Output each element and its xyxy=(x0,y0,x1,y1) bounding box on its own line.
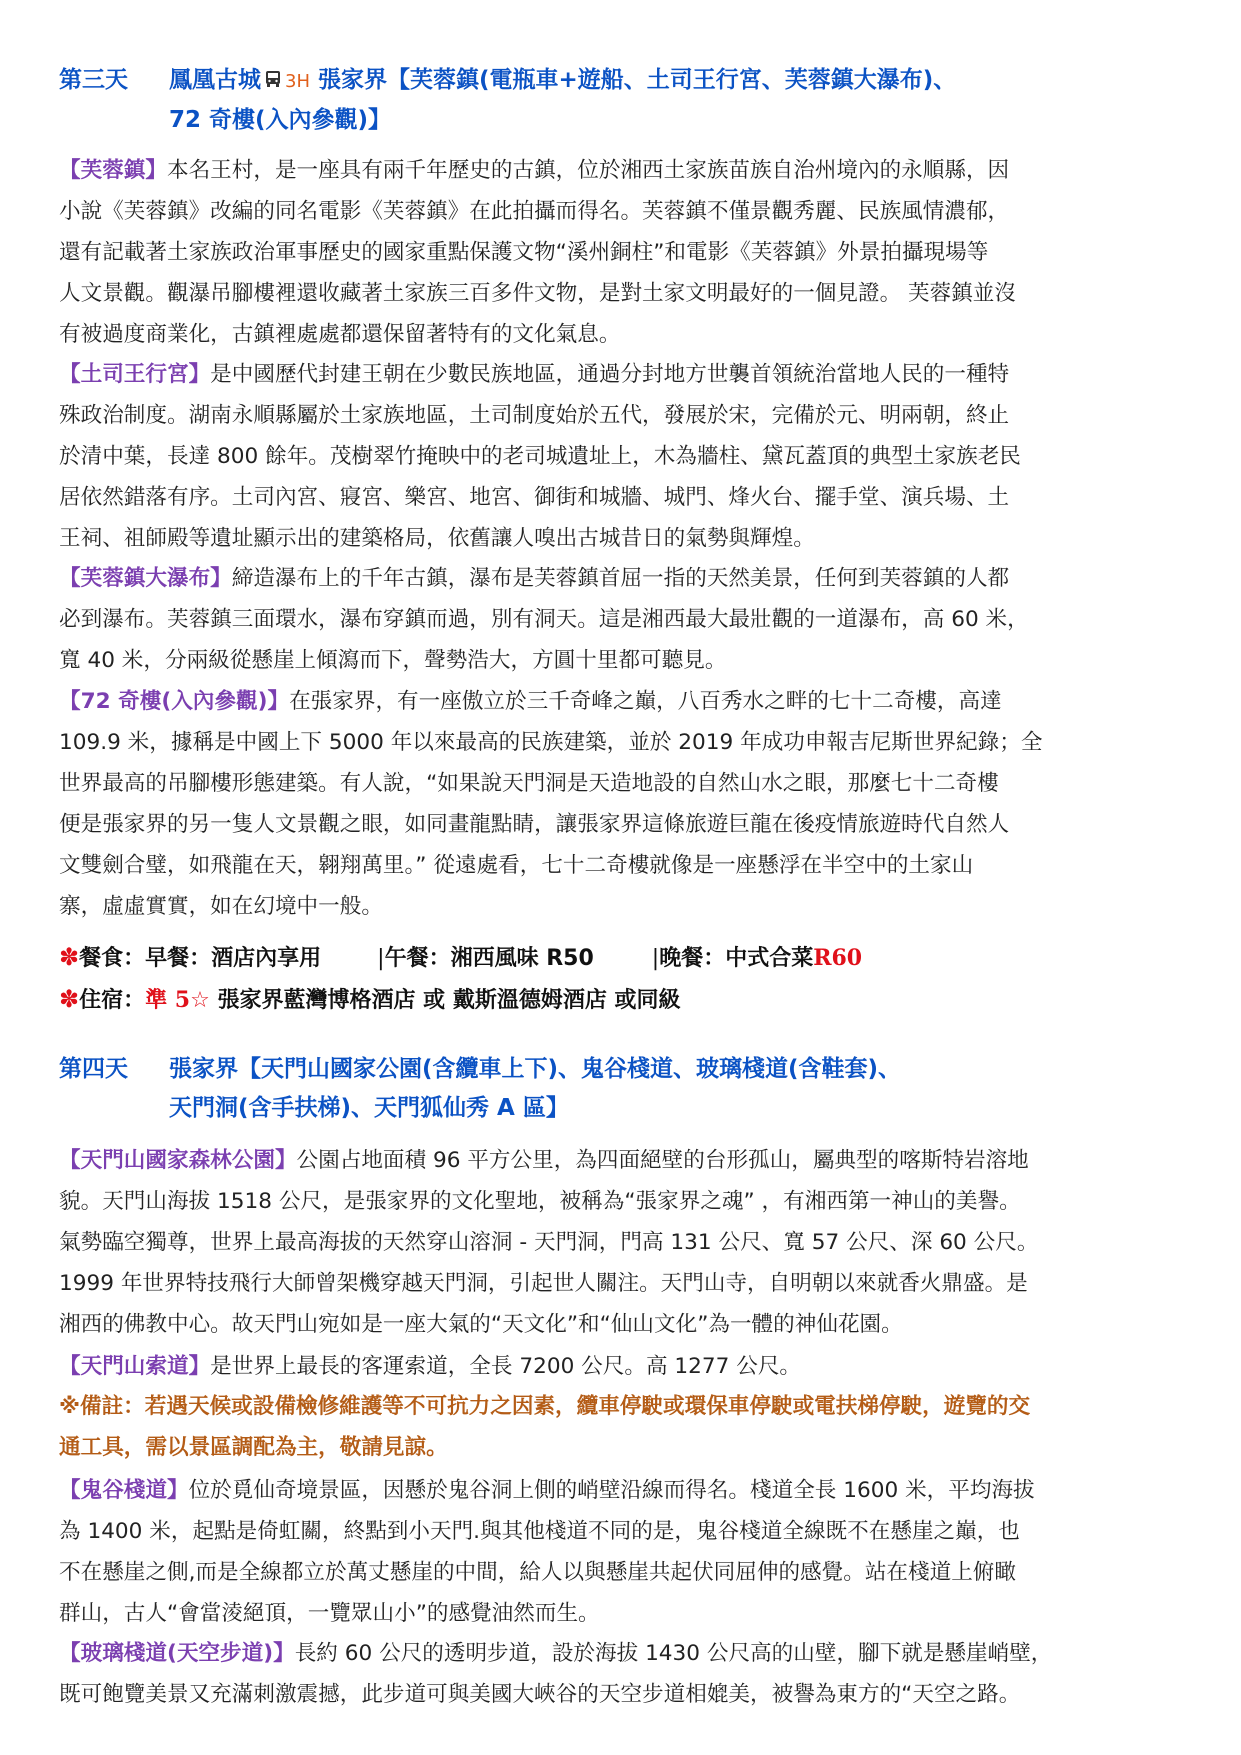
bus-icon xyxy=(263,61,283,100)
waterfall-section xyxy=(59,558,1189,681)
tianmen-line: 公園占地面積 96 平方公里，為四面絕壁的台形孤山，屬典型的喀斯特岩溶地 xyxy=(296,1148,1029,1173)
tusi-line: 王祠、祖師殿等遺址顯示出的建築格局，依舊讓人嗅出古城昔日的氣勢與輝煌。 xyxy=(59,526,815,551)
meals-row xyxy=(59,937,862,979)
day3-heading xyxy=(59,61,956,140)
tusi-line: 殊政治制度。湖南永順縣屬於土家族地區，土司制度始於五代，發展於宋，完備於元、明兩朝，終止 xyxy=(59,403,1010,428)
guigu-title: 【鬼谷棧道】 xyxy=(59,1478,189,1503)
tusi-title: 【土司王行宮】 xyxy=(59,362,211,387)
furong-line: 本名王村，是一座具有兩千年歷史的古鎮，位於湘西土家族苗族自治州境內的永順縣，因 xyxy=(166,158,1010,183)
glass-section xyxy=(59,1633,1189,1715)
tianmen-line: 貌。天門山海拔 1518 公尺，是張家界的文化聖地，被稱為“張家界之魂” ，有湘西第一神山的美譽。 xyxy=(59,1189,1021,1214)
day4-route: 張家界【天門山國家公園(含纜車上下)、鬼谷棧道、玻璃棧道(含鞋套)、 xyxy=(169,1056,902,1082)
tianmen-section xyxy=(59,1140,1189,1345)
meals-breakfast: 早餐：酒店內享用 xyxy=(145,946,322,971)
glass-line: 長約 60 公尺的透明步道，設於海拔 1430 公尺高的山壁，腳下就是懸崖峭壁， xyxy=(294,1641,1053,1666)
waterfall-line: 寬 40 米，分兩級從懸崖上傾瀉而下，聲勢浩大，方圓十里都可聽見。 xyxy=(59,648,727,673)
meals-dinner: 晚餐：中式合菜 xyxy=(659,946,814,971)
meals-label: 餐食： xyxy=(79,946,146,971)
furong-line: 還有記載著土家族政治軍事歷史的國家重點保護文物“溪州銅柱”和電影《芙蓉鎮》外景拍攝現場等 xyxy=(59,240,989,265)
day3-route-dest: 張家界【芙蓉鎮(電瓶車+遊船、土司王行宮、芙蓉鎮大瀑布)、 xyxy=(318,67,957,93)
notice-line: 通工具，需以景區調配為主，敬請見諒。 xyxy=(59,1435,448,1460)
day3-route-line2: 72 奇樓(入內參觀)】 xyxy=(169,107,392,133)
qilou-line: 文雙劍合璧，如飛龍在天，翱翔萬里。” 從遠處看，七十二奇樓就像是一座懸浮在半空中的土家山 xyxy=(59,853,974,878)
guigu-section xyxy=(59,1470,1189,1634)
furong-line: 小說《芙蓉鎮》改編的同名電影《芙蓉鎮》在此拍攝而得名。芙蓉鎮不僅景觀秀麗、民族風情濃郁， xyxy=(59,199,1010,224)
qilou-title: 【72 奇樓(入內參觀)】 xyxy=(59,689,290,714)
glass-title: 【玻璃棧道(天空步道)】 xyxy=(59,1641,295,1666)
tusi-line: 居依然錯落有序。土司內宮、寢宮、樂宮、地宮、御街和城牆、城門、烽火台、擺手堂、演兵場、土 xyxy=(59,485,1010,510)
waterfall-line: 締造瀑布上的千年古鎮，瀑布是芙蓉鎮首屈一指的天然美景，任何到芙蓉鎮的人都 xyxy=(231,566,1010,591)
day4-route-line2: 天門洞(含手扶梯)、天門狐仙秀 A 區】 xyxy=(169,1095,569,1121)
furong-line: 人文景觀。觀瀑吊腳樓裡還收藏著土家族三百多件文物，是對土家文明最好的一個見證。 芙蓉鎮並沒 xyxy=(59,281,1016,306)
guigu-line: 位於覓仙奇境景區，因懸於鬼谷洞上側的峭壁沿線而得名。棧道全長 1600 米，平均海拔 xyxy=(188,1478,1035,1503)
day3-route-start: 鳳凰古城 xyxy=(169,67,261,93)
meals-lunch: 午餐：湘西風味 R50 xyxy=(384,946,594,971)
qilou-line: 在張家界，有一座傲立於三千奇峰之巔，八百秀水之畔的七十二奇樓，高達 xyxy=(289,689,1002,714)
furong-line: 有被過度商業化，古鎮裡處處都還保留著特有的文化氣息。 xyxy=(59,322,621,347)
ropeway-section xyxy=(59,1346,1189,1387)
lodging-row xyxy=(59,979,680,1021)
notice-section xyxy=(59,1386,1189,1468)
day3-label: 第三天 xyxy=(59,67,128,93)
tianmen-title: 【天門山國家森林公園】 xyxy=(59,1148,297,1173)
tusi-line: 於清中葉，長達 800 餘年。茂樹翠竹掩映中的老司城遺址上，木為牆柱、黛瓦蓋頂的典型土家族老民 xyxy=(59,444,1021,469)
meals-separator: | xyxy=(377,946,385,971)
qilou-line: 寨，虛虛實實，如在幻境中一般。 xyxy=(59,894,383,919)
lodging-label: 住宿： xyxy=(79,988,146,1013)
qilou-line: 世界最高的吊腳樓形態建築。有人說，“如果說天門洞是天造地設的自然山水之眼，那麼七十二奇樓 xyxy=(59,771,999,796)
waterfall-title: 【芙蓉鎮大瀑布】 xyxy=(59,566,232,591)
flower-icon: ✽ xyxy=(59,985,80,1013)
guigu-line: 不在懸崖之側,而是全線都立於萬丈懸崖的中間，給人以與懸崖共起伏同屈伸的感覺。站在棧道上俯瞰 xyxy=(59,1560,1016,1585)
lodging-grade: 準 5 xyxy=(145,987,191,1013)
meals-separator: | xyxy=(651,946,660,971)
tianmen-line: 氣勢臨空獨尊，世界上最高海拔的天然穿山溶洞 - 天門洞，門高 131 公尺、寬 57 公尺、深 60 公尺。 xyxy=(59,1230,1039,1255)
qilou-line: 109.9 米，據稱是中國上下 5000 年以來最高的民族建築，並於 2019 年成功申報吉尼斯世界紀錄；全 xyxy=(59,730,1043,755)
day4-label: 第四天 xyxy=(59,1056,128,1082)
travel-hours: 3H xyxy=(285,71,310,92)
flower-icon: ✽ xyxy=(59,943,80,971)
tianmen-line: 湘西的佛教中心。故天門山宛如是一座大氣的“天文化”和“仙山文化”為一體的神仙花園。 xyxy=(59,1312,903,1337)
day4-heading xyxy=(59,1050,901,1128)
qilou-section xyxy=(59,681,1189,927)
tianmen-line: 1999 年世界特技飛行大師曾架機穿越天門洞，引起世人關注。天門山寺，自明朝以來就香火鼎盛。是 xyxy=(59,1271,1028,1296)
star-icon: ☆ xyxy=(190,988,210,1013)
qilou-line: 便是張家界的另一隻人文景觀之眼，如同畫龍點睛，讓張家界這條旅遊巨龍在後疫情旅遊時代自然人 xyxy=(59,812,1010,837)
guigu-line: 為 1400 米，起點是倚虹關，終點到小天門.與其他棧道不同的是，鬼谷棧道全線既不在懸崖之巔，也 xyxy=(59,1519,1020,1544)
meals-dinner-price: R60 xyxy=(813,945,863,971)
furong-title: 【芙蓉鎮】 xyxy=(59,158,167,183)
ropeway-title: 【天門山索道】 xyxy=(59,1354,211,1379)
guigu-line: 群山，古人“會當淩絕頂，一覽眾山小”的感覺油然而生。 xyxy=(59,1601,600,1626)
furong-section xyxy=(59,150,1189,355)
tusi-section xyxy=(59,354,1189,559)
notice-line: ※備註：若遇天候或設備檢修維護等不可抗力之因素，纜車停駛或環保車停駛或電扶梯停駛，遊覽的交 xyxy=(59,1394,1031,1419)
glass-line: 既可飽覽美景又充滿刺激震撼，此步道可與美國大峽谷的天空步道相媲美，被譽為東方的“天空之路。 xyxy=(59,1682,1021,1707)
ropeway-text: 是世界上最長的客運索道，全長 7200 公尺。高 1277 公尺。 xyxy=(210,1354,802,1379)
waterfall-line: 必到瀑布。芙蓉鎮三面環水，瀑布穿鎮而過，別有洞天。這是湘西最大最壯觀的一道瀑布，高 60 米， xyxy=(59,607,1029,632)
tusi-line: 是中國歷代封建王朝在少數民族地區，通過分封地方世襲首領統治當地人民的一種特 xyxy=(210,362,1010,387)
lodging-hotels: 張家界藍灣博格酒店 或 戴斯溫德姆酒店 或同級 xyxy=(217,988,681,1013)
